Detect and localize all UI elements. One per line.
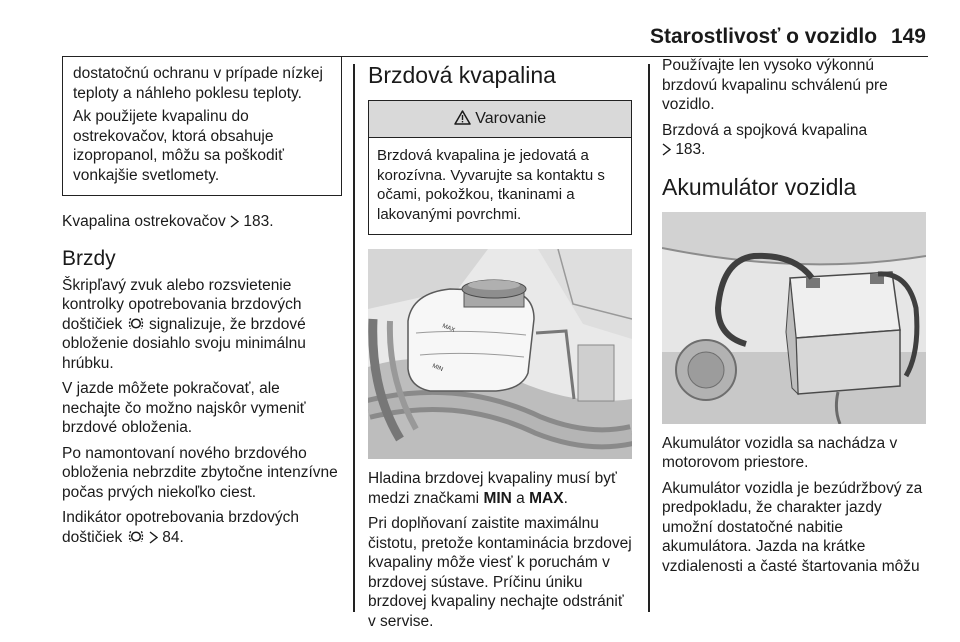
body-paragraph <box>368 469 632 508</box>
cross-reference <box>662 121 928 160</box>
warning-body <box>369 138 631 234</box>
note-paragraph: dostatočnú ochranu v prípade nízkej teploty a náhleho poklesu teploty. <box>73 65 323 102</box>
body-paragraph: Po namontovaní nového brzdového obloženia nebrzdite zbytočne intenzívne počas prvých niekoľko ciest. <box>62 444 338 501</box>
page-reference-icon <box>149 531 158 544</box>
page-number: 149 <box>890 25 926 48</box>
column-divider <box>648 64 650 612</box>
page-title: Starostlivosť o vozidlo <box>650 25 878 48</box>
column-left <box>62 56 342 553</box>
section-heading-vehicle-battery: Akumulátor vozidla <box>662 173 857 200</box>
column-divider <box>353 64 355 612</box>
paragraph-text: Indikátor opotrebovania brzdových doštičiek <box>62 509 299 546</box>
warning-box <box>368 100 632 235</box>
page-reference-icon <box>662 143 671 156</box>
body-paragraph: Akumulátor vozidla je bezúdržbový za predpokladu, že charakter jazdy umožní dostatočné nabitie akumulátora. Jazda na krátke vzdialenosti a časté štartovania môžu <box>662 479 923 575</box>
section-heading-brake-fluid: Brzdová kvapalina <box>368 62 556 88</box>
brake-pad-wear-icon <box>127 316 145 331</box>
page-header <box>62 24 928 57</box>
continued-note-box <box>62 56 342 196</box>
max-mark-text: MAX <box>529 489 564 507</box>
section-heading-brakes: Brzdy <box>62 246 116 270</box>
min-mark-label: MIN <box>431 363 444 373</box>
body-paragraph: V jazde môžete pokračovať, ale nechajte čo možno najskôr vymeniť brzdové obloženia. <box>62 380 306 436</box>
cross-reference <box>62 212 342 232</box>
column-right <box>662 56 928 582</box>
brake-fluid-reservoir-illustration <box>368 249 632 459</box>
note-paragraph: Ak použijete kvapalinu do ostrekovačov, ktorá obsahuje izopropanol, môžu sa poškodiť vonkajšie svetlomety. <box>73 108 284 184</box>
warning-triangle-icon <box>454 110 471 125</box>
reference-text: Brzdová a spojková kvapalina <box>662 121 868 139</box>
reference-page-link[interactable]: 84. <box>162 528 184 546</box>
vehicle-battery-illustration <box>662 212 926 424</box>
reference-page-link[interactable]: 183. <box>675 141 706 158</box>
brake-pad-wear-icon <box>127 529 145 544</box>
min-mark-text: MIN <box>483 489 512 507</box>
page-reference-icon <box>230 215 239 228</box>
paragraph-text: signalizuje, že brzdové obloženie dosiahlo svoju minimálnu hrúbku. <box>62 315 306 372</box>
body-paragraph <box>62 276 342 374</box>
reference-text: Kvapalina ostrekovačov <box>62 213 226 230</box>
body-paragraph: Akumulátor vozidla sa nachádza v motorovom priestore. <box>662 434 898 471</box>
body-paragraph: Používajte len vysoko výkonnú brzdovú kvapalinu schválenú pre vozidlo. <box>662 57 888 113</box>
warning-text: Brzdová kvapalina je jedovatá a korozívna. Vyvarujte sa kontaktu s očami, pokožkou, tkaninami a lakovanými povrchmi. <box>377 147 605 223</box>
body-paragraph: Pri doplňovaní zaistite maximálnu čistotu, pretože kontaminácia brzdovej kvapaliny môže viesť k poruchám v brzdovej sústave. Príčinu úniku brzdovej kvapaliny nechajte odstrániť v servise. <box>368 515 632 630</box>
paragraph-text: Škripľavý zvuk alebo rozsvietenie kontrolky opotrebovania brzdových doštičiek <box>62 276 302 333</box>
paragraph-text: . <box>563 489 568 507</box>
body-paragraph <box>62 508 342 547</box>
warning-title: Varovanie <box>475 110 547 127</box>
paragraph-text: a <box>516 489 525 507</box>
max-mark-label: MAX <box>441 323 456 334</box>
reference-page-link[interactable]: 183. <box>243 213 274 230</box>
warning-header <box>369 101 631 138</box>
column-middle <box>368 56 632 637</box>
paragraph-text: Hladina brzdovej kvapaliny musí byť medzi značkami <box>368 470 617 507</box>
